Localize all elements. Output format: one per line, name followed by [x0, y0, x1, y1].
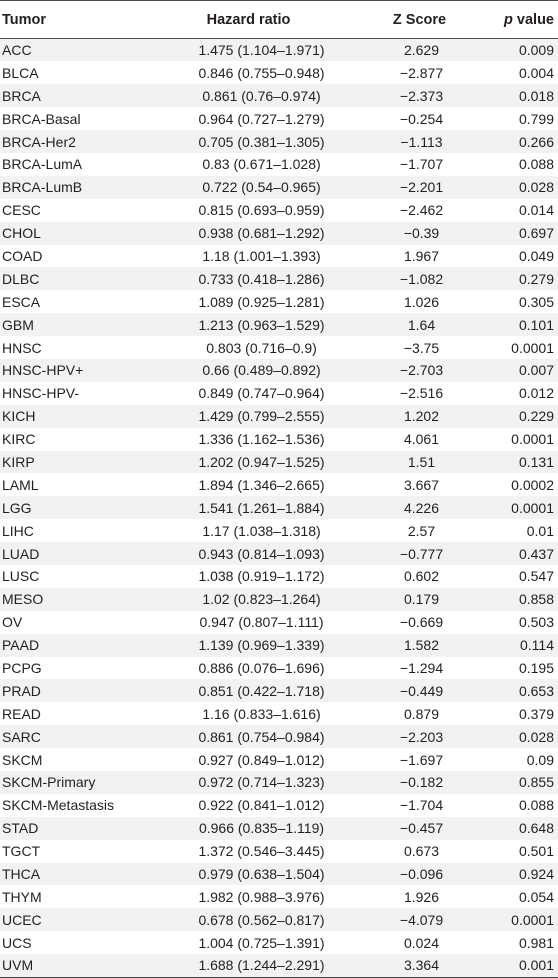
- z-score-cell: −0.254: [399, 110, 444, 127]
- tumor-cell: CESC: [2, 202, 41, 219]
- tumor-cell: BRCA-LumB: [2, 179, 83, 196]
- p-value-cell: 0.131: [518, 453, 554, 470]
- z-score-cell: 2.57: [407, 522, 436, 539]
- tumor-cell: TGCT: [2, 843, 41, 860]
- z-score-cell: 2.629: [403, 42, 440, 59]
- p-value-cell: 0.007: [518, 362, 554, 379]
- header-z-score: Z Score: [355, 1, 472, 39]
- z-score-cell: −2.516: [399, 385, 444, 402]
- p-value-cell: 0.114: [520, 637, 554, 654]
- p-value-cell: 0.054: [518, 888, 554, 905]
- z-score-cell: −2.201: [399, 179, 444, 196]
- p-value-cell: 0.09: [526, 751, 554, 768]
- p-value-cell: 0.004: [518, 64, 554, 81]
- tumor-cell: UCEC: [2, 911, 42, 928]
- p-value-cell: 0.088: [518, 156, 554, 173]
- p-value-cell: 0.0002: [511, 476, 554, 493]
- table-row: [0, 702, 558, 725]
- z-score-cell: 0.602: [403, 568, 440, 585]
- p-value-cell: 0.088: [518, 797, 554, 814]
- tumor-cell: BLCA: [2, 64, 39, 81]
- table-body: [0, 39, 558, 978]
- header-row: [0, 1, 558, 39]
- hazard-ratio-cell: 0.861 (0.754–0.984): [198, 728, 325, 745]
- p-value-cell: 0.001: [472, 954, 558, 977]
- table-row: [0, 222, 558, 245]
- table-row: [0, 39, 558, 62]
- table-row: [0, 130, 558, 153]
- z-score-cell: −2.703: [399, 362, 444, 379]
- table-row: [0, 679, 558, 702]
- p-value-cell: 0.648: [518, 820, 554, 837]
- table-row: [0, 199, 558, 222]
- table-row: [0, 382, 558, 405]
- p-value-cell: 0.195: [518, 659, 554, 676]
- p-value-cell: 0.653: [518, 682, 554, 699]
- hazard-ratio-cell: 0.733 (0.418–1.286): [198, 270, 325, 287]
- z-score-cell: 1.967: [403, 247, 440, 264]
- hazard-ratio-cell: 1.429 (0.799–2.555): [198, 408, 325, 425]
- z-score-cell: 4.226: [403, 499, 440, 516]
- table-row: [0, 176, 558, 199]
- p-value-cell: 0.266: [518, 133, 554, 150]
- tumor-cell: UVM: [0, 954, 150, 977]
- table-row: [0, 519, 558, 542]
- tumor-cell: LUSC: [2, 568, 40, 585]
- hazard-ratio-cell: 0.966 (0.835–1.119): [198, 820, 325, 837]
- table-row: [0, 908, 558, 931]
- z-score-cell: −1.697: [399, 751, 444, 768]
- hazard-ratio-cell: 1.688 (1.244–2.291): [150, 954, 355, 977]
- tumor-cell: SARC: [2, 728, 41, 745]
- tumor-cell: PRAD: [2, 682, 41, 699]
- table-row: [0, 771, 558, 794]
- p-value-cell: 0.014: [518, 202, 554, 219]
- hazard-ratio-cell: 0.943 (0.814–1.093): [198, 545, 325, 562]
- table-row: [0, 359, 558, 382]
- header-p-rest: value: [512, 11, 554, 28]
- table-row: [0, 588, 558, 611]
- table-row: [0, 313, 558, 336]
- tumor-cell: SKCM: [2, 751, 43, 768]
- tumor-cell: LAML: [2, 476, 39, 493]
- table-row: [0, 725, 558, 748]
- tumor-cell: HNSC: [2, 339, 42, 356]
- hazard-ratio-cell: 0.979 (0.638–1.504): [198, 866, 325, 882]
- table-row: [0, 863, 558, 886]
- table-row: [0, 428, 558, 451]
- tumor-cell: BRCA-Basal: [2, 110, 81, 127]
- z-score-cell: 1.026: [403, 293, 440, 310]
- z-score-cell: 1.64: [407, 316, 436, 333]
- table-row: [0, 657, 558, 680]
- table-row: [0, 954, 558, 977]
- z-score-cell: 1.202: [403, 408, 440, 425]
- tumor-cell: BRCA-Her2: [2, 133, 76, 150]
- tumor-cell: KIRC: [2, 431, 36, 448]
- tumor-cell: OV: [2, 614, 23, 631]
- hazard-ratio-cell: 0.815 (0.693–0.959): [198, 202, 325, 219]
- z-score-cell: 3.364: [355, 954, 472, 977]
- tumor-cell: LUAD: [2, 545, 40, 562]
- table-row: [0, 84, 558, 107]
- p-value-cell: 0.501: [518, 843, 554, 860]
- z-score-cell: −1.082: [399, 270, 444, 287]
- table-row: [0, 405, 558, 428]
- z-score-cell: −0.777: [399, 545, 444, 562]
- table-row: [0, 542, 558, 565]
- table-row: [0, 267, 558, 290]
- table-row: [0, 840, 558, 863]
- z-score-cell: −1.704: [399, 797, 444, 814]
- hazard-ratio-cell: 1.089 (0.925–1.281): [198, 293, 325, 310]
- z-score-cell: −1.707: [399, 156, 444, 173]
- p-value-cell: 0.503: [518, 614, 554, 631]
- z-score-cell: 3.667: [403, 476, 440, 493]
- hazard-ratio-cell: 0.851 (0.422–1.718): [198, 682, 325, 699]
- hazard-ratio-cell: 0.886 (0.076–1.696): [198, 659, 325, 676]
- p-value-cell: 0.028: [518, 728, 554, 745]
- z-score-cell: 1.926: [403, 888, 440, 905]
- hazard-ratio-cell: 0.927 (0.849–1.012): [198, 751, 325, 768]
- p-value-cell: 0.547: [518, 568, 554, 585]
- p-value-cell: 0.028: [518, 179, 554, 196]
- p-value-cell: 0.229: [518, 408, 554, 425]
- header-hazard-ratio: Hazard ratio: [150, 1, 355, 39]
- tumor-cell: PCPG: [2, 659, 42, 676]
- hazard-ratio-cell: 0.922 (0.841–1.012): [198, 797, 325, 814]
- hazard-ratio-cell: 0.678 (0.562–0.817): [198, 911, 325, 928]
- tumor-cell: KICH: [2, 408, 36, 425]
- p-value-cell: 0.305: [518, 293, 554, 310]
- p-value-cell: 0.049: [518, 247, 554, 264]
- tumor-cell: THCA: [2, 866, 41, 882]
- table-row: [0, 290, 558, 313]
- tumor-cell: LGG: [2, 499, 32, 516]
- hazard-ratio-cell: 0.861 (0.76–0.974): [202, 87, 321, 104]
- z-score-cell: −1.294: [399, 659, 444, 676]
- tumor-cell: READ: [2, 705, 41, 722]
- p-value-cell: 0.379: [518, 705, 554, 722]
- p-value-cell: 0.279: [518, 270, 554, 287]
- tumor-cell: KIRP: [2, 453, 35, 470]
- p-value-cell: 0.018: [518, 87, 554, 104]
- tumor-cell: MESO: [2, 591, 44, 608]
- hazard-ratio-cell: 1.139 (0.969–1.339): [198, 637, 325, 654]
- hazard-ratio-cell: 1.982 (0.988–3.976): [198, 888, 325, 905]
- hazard-ratio-cell: 0.938 (0.681–1.292): [198, 225, 325, 242]
- table-row: [0, 748, 558, 771]
- hazard-ratio-cell: 0.803 (0.716–0.9): [206, 339, 317, 356]
- table-row: [0, 496, 558, 519]
- tumor-cell: HNSC-HPV+: [2, 362, 84, 379]
- z-score-cell: −2.203: [399, 728, 444, 745]
- tumor-cell: COAD: [2, 247, 43, 264]
- hazard-ratio-cell: 0.947 (0.807–1.111): [199, 614, 324, 631]
- tumor-cell: SKCM-Metastasis: [2, 797, 115, 814]
- table-row: [0, 611, 558, 634]
- z-score-cell: 0.024: [403, 934, 440, 951]
- table-row: [0, 885, 558, 908]
- z-score-cell: −0.182: [399, 774, 444, 791]
- p-value-cell: 0.0001: [511, 339, 554, 356]
- hazard-ratio-cell: 0.722 (0.54–0.965): [202, 179, 321, 196]
- tumor-cell: LIHC: [2, 522, 34, 539]
- hazard-ratio-cell: 1.202 (0.947–1.525): [198, 453, 325, 470]
- z-score-cell: −0.449: [399, 682, 444, 699]
- tumor-cell: STAD: [2, 820, 39, 837]
- table-row: [0, 634, 558, 657]
- hazard-ratio-cell: 1.02 (0.823–1.264): [202, 591, 321, 608]
- hazard-ratio-cell: 1.16 (0.833–1.616): [202, 705, 321, 722]
- table-row: [0, 565, 558, 588]
- hazard-ratio-cell: 1.18 (1.001–1.393): [202, 247, 321, 264]
- z-score-cell: −2.877: [399, 64, 444, 81]
- hazard-ratio-cell: 1.17 (1.038–1.318): [202, 522, 321, 539]
- p-value-cell: 0.697: [518, 225, 554, 242]
- hazard-ratio-cell: 0.846 (0.755–0.948): [198, 64, 325, 81]
- p-value-cell: 0.0001: [511, 431, 554, 448]
- z-score-cell: −2.462: [399, 202, 444, 219]
- hazard-ratio-cell: 0.972 (0.714–1.323): [198, 774, 325, 791]
- tumor-cell: HNSC-HPV-: [2, 385, 80, 402]
- z-score-cell: 1.51: [407, 453, 436, 470]
- tumor-cell: THYM: [2, 888, 42, 905]
- table-row: [0, 153, 558, 176]
- tumor-cell: UCS: [2, 934, 32, 951]
- z-score-cell: 0.879: [403, 705, 440, 722]
- hazard-ratio-cell: 1.004 (0.725–1.391): [198, 934, 325, 951]
- z-score-cell: −1.113: [400, 133, 443, 150]
- p-value-cell: 0.799: [518, 110, 554, 127]
- p-value-cell: 0.01: [526, 522, 554, 539]
- p-value-cell: 0.437: [518, 545, 554, 562]
- p-value-cell: 0.0001: [511, 499, 554, 516]
- hazard-ratio-cell: 1.336 (1.162–1.536): [198, 431, 325, 448]
- p-value-cell: 0.855: [518, 774, 554, 791]
- tumor-cell: BRCA-LumA: [2, 156, 83, 173]
- z-score-cell: 0.673: [403, 843, 440, 860]
- p-value-cell: 0.924: [518, 866, 554, 882]
- hazard-ratio-cell: 1.894 (1.346–2.665): [198, 476, 325, 493]
- table-row: [0, 817, 558, 840]
- z-score-cell: −0.39: [403, 225, 440, 242]
- hazard-ratio-cell: 1.475 (1.104–1.971): [198, 42, 325, 59]
- tumor-cell: GBM: [2, 316, 34, 333]
- tumor-cell: ACC: [2, 42, 32, 59]
- z-score-cell: −0.096: [399, 866, 444, 882]
- p-value-cell: 0.981: [518, 934, 554, 951]
- z-score-cell: −0.457: [399, 820, 444, 837]
- header-p-value: [472, 1, 558, 39]
- z-score-cell: −3.75: [403, 339, 440, 356]
- z-score-cell: −0.669: [399, 614, 444, 631]
- hazard-ratio-cell: 0.849 (0.747–0.964): [198, 385, 325, 402]
- tumor-cell: PAAD: [2, 637, 40, 654]
- tumor-cell: SKCM-Primary: [2, 774, 96, 791]
- tumor-cell: BRCA: [2, 87, 41, 104]
- hazard-ratio-cell: 1.541 (1.261–1.884): [198, 499, 325, 516]
- hazard-ratio-cell: 1.213 (0.963–1.529): [198, 316, 325, 333]
- table-row: [0, 61, 558, 84]
- table-row: [0, 107, 558, 130]
- table-row: [0, 794, 558, 817]
- table-row: [0, 473, 558, 496]
- hazard-ratio-cell: 0.705 (0.381–1.305): [198, 133, 325, 150]
- z-score-cell: −4.079: [399, 911, 444, 928]
- z-score-cell: 4.061: [403, 431, 440, 448]
- tumor-cell: ESCA: [2, 293, 41, 310]
- p-value-cell: 0.012: [518, 385, 554, 402]
- hazard-ratio-cell: 0.83 (0.671–1.028): [202, 156, 321, 173]
- hazard-ratio-cell: 1.038 (0.919–1.172): [198, 568, 325, 585]
- z-score-cell: 0.179: [403, 591, 440, 608]
- hazard-ratio-cell: 0.66 (0.489–0.892): [202, 362, 321, 379]
- hazard-ratio-cell: 0.964 (0.727–1.279): [198, 110, 325, 127]
- hazard-ratio-cell: 1.372 (0.546–3.445): [198, 843, 325, 860]
- table-header: [0, 1, 558, 39]
- p-value-cell: 0.009: [518, 42, 554, 59]
- header-tumor: Tumor: [0, 1, 150, 39]
- table-row: [0, 336, 558, 359]
- p-value-cell: 0.858: [518, 591, 554, 608]
- tumor-cell: CHOL: [2, 225, 41, 242]
- tumor-cell: DLBC: [2, 270, 40, 287]
- table-row: [0, 245, 558, 268]
- z-score-cell: −2.373: [399, 87, 444, 104]
- p-value-cell: 0.0001: [511, 911, 554, 928]
- header-p-italic: p: [504, 11, 513, 28]
- p-value-cell: 0.101: [518, 316, 554, 333]
- table-row: [0, 451, 558, 474]
- z-score-cell: 1.582: [403, 637, 440, 654]
